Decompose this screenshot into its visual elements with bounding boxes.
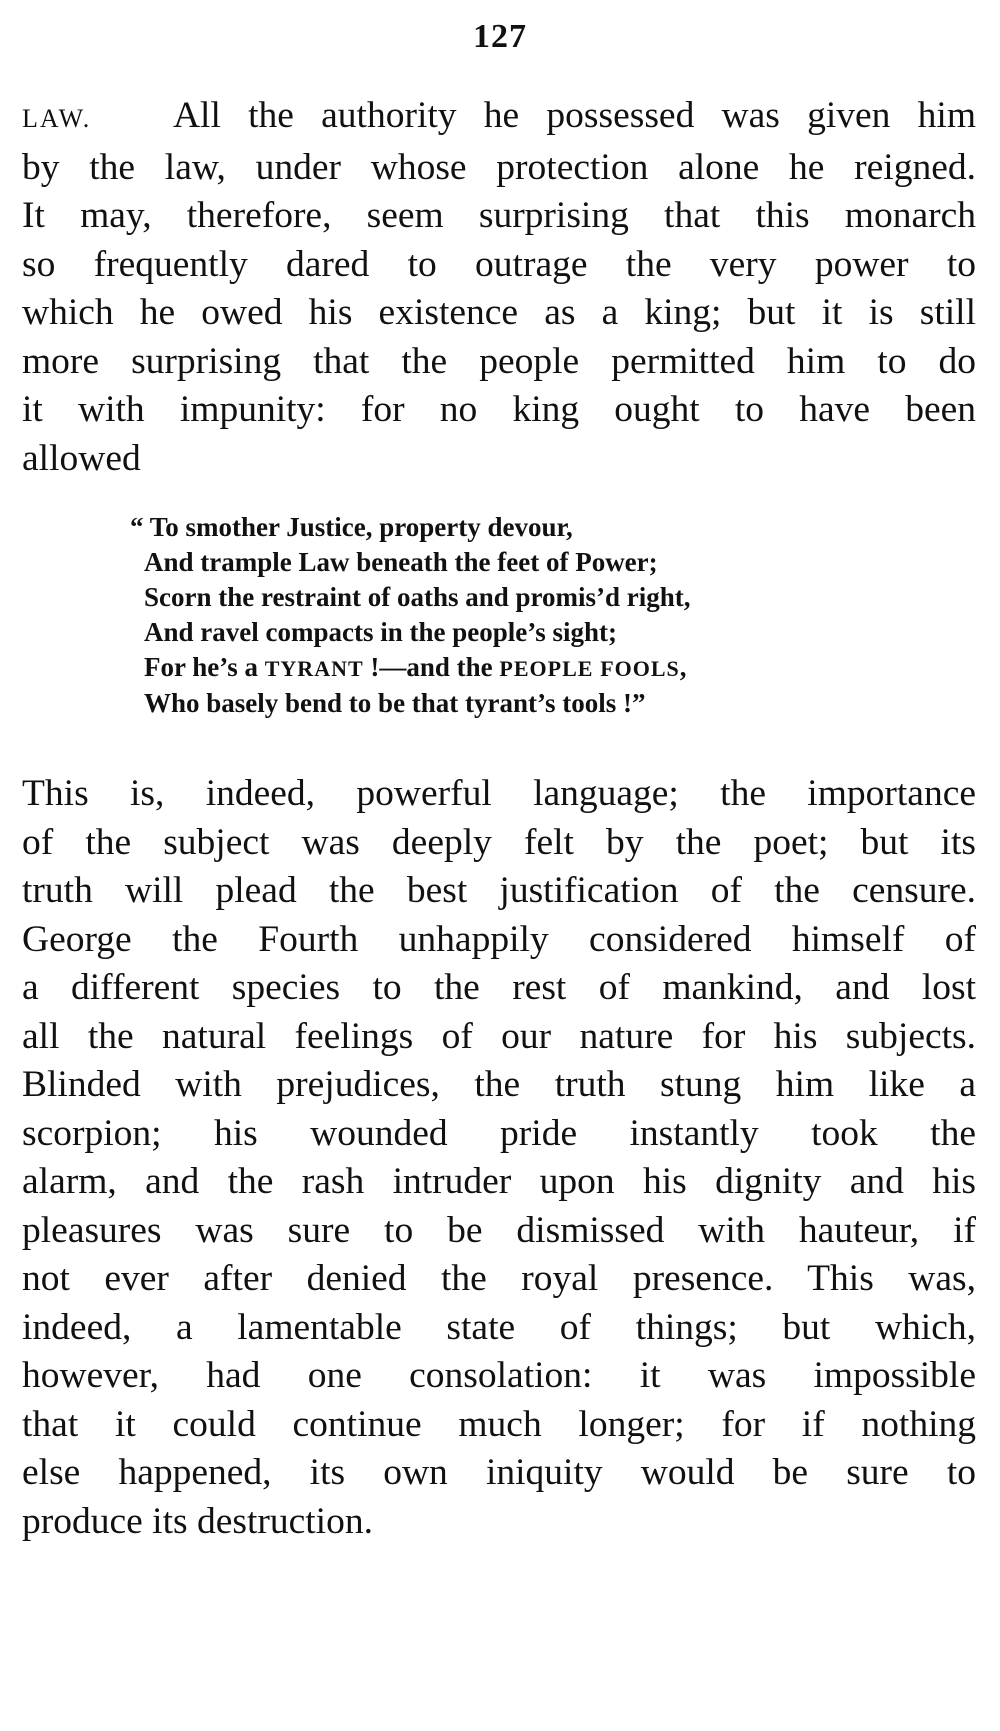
- text-line: not ever after denied the royal presence. This was,: [22, 1258, 976, 1299]
- text-line: [22, 92, 976, 144]
- verse-text: For he’s a: [144, 652, 265, 682]
- page-number: 127: [473, 18, 527, 55]
- verse-line: And trample Law beneath the feet of Power;: [144, 547, 658, 577]
- text-line: George the Fourth unhappily considered himself of: [22, 918, 976, 960]
- verse-line: [130, 650, 830, 686]
- text-line: all the natural feelings of our nature for his subjects.: [22, 1015, 976, 1057]
- text-line: produce its destruction.: [22, 1500, 373, 1542]
- text-line: which he owed his existence as a king; but it is still: [22, 292, 976, 333]
- text-line: alarm, and the rash intruder upon his dignity and his: [22, 1161, 976, 1202]
- text-line: allowed: [22, 437, 141, 479]
- verse-line: Scorn the restraint of oaths and promis’d right,: [144, 582, 691, 612]
- verse-smallcaps-fools: FOOLS: [600, 656, 680, 681]
- verse-text: ,: [679, 652, 687, 682]
- text-line: pleasures was sure to be dismissed with hauteur, if: [22, 1209, 976, 1251]
- text-line: more surprising that the people permitted him to do: [22, 340, 976, 382]
- text-line: that it could continue much longer; for if nothing: [22, 1403, 976, 1445]
- text-line: It may, therefore, seem surprising that this monarch: [22, 195, 976, 236]
- text-line: else happened, its own iniquity would be sure to: [22, 1452, 976, 1493]
- verse-line: And ravel compacts in the people’s sight;: [144, 617, 617, 647]
- text-line: This is, indeed, powerful language; the importance: [22, 773, 976, 814]
- paragraph-commentary: [22, 770, 976, 1546]
- paragraph-law: [22, 92, 976, 483]
- verse-smallcaps-tyrant: TYRANT: [264, 656, 364, 681]
- text-line: a different species to the rest of mankind, and lost: [22, 967, 976, 1008]
- text-line: indeed, a lamentable state of things; but which,: [22, 1306, 976, 1348]
- lead-word: LAW.: [22, 104, 92, 133]
- text-line: truth will plead the best justification of the censure.: [22, 870, 976, 911]
- text-line: Blinded with prejudices, the truth stung him like a: [22, 1064, 976, 1105]
- text-line: however, had one consolation: it was impossible: [22, 1355, 976, 1396]
- text-line: it with impunity: for no king ought to have been: [22, 389, 976, 430]
- text-line-content: All the authority he possessed was given him: [172, 95, 977, 136]
- text-line: by the law, under whose protection alone he reigned.: [22, 146, 976, 188]
- text-line: so frequently dared to outrage the very power to: [22, 243, 976, 285]
- verse-quotation: [130, 510, 830, 721]
- verse-smallcaps-people: PEOPLE: [499, 656, 594, 681]
- text-line: of the subject was deeply felt by the poet; but its: [22, 821, 976, 863]
- verse-line: “ To smother Justice, property devour,: [130, 512, 573, 542]
- text-line: scorpion; his wounded pride instantly took the: [22, 1112, 976, 1154]
- verse-text: !—and the: [363, 652, 500, 682]
- verse-line: Who basely bend to be that tyrant’s tools !”: [144, 688, 646, 718]
